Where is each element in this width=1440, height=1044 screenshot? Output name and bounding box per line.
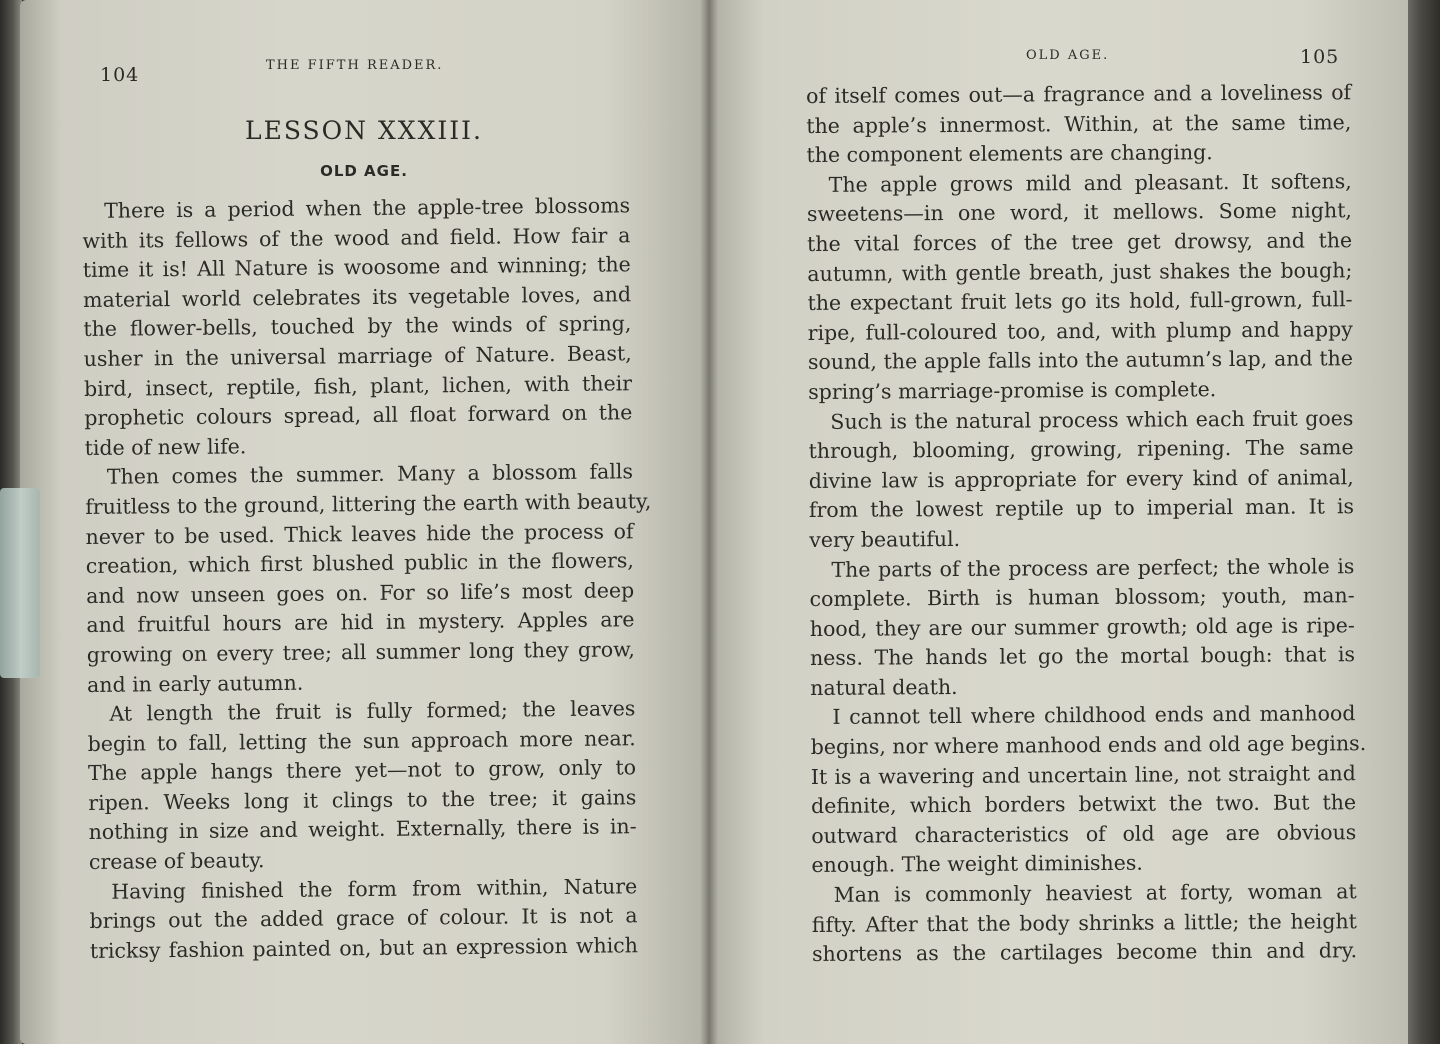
text-line: begins, nor where manhood ends and old age begins. <box>810 731 1367 760</box>
text-line: ripen. Weeks long it clings to the tree; it gains <box>88 785 637 815</box>
text-line: definite, which borders betwixt the two. But the <box>810 790 1357 819</box>
text-line: The apple hangs there yet—not to grow, only to <box>87 755 637 786</box>
lesson-title: LESSON XXXIII. <box>245 116 483 145</box>
text-line: brings out the added grace of colour. It is not a <box>89 903 638 934</box>
text-line: through, blooming, growing, ripening. The same <box>808 435 1354 464</box>
text-line: the component elements are changing. <box>806 140 1213 168</box>
text-line: usher in the universal marriage of Nature. Beast, <box>83 341 632 371</box>
text-line: prophetic colours spread, all float forward on the <box>84 400 633 431</box>
text-line: Having finished the form from within, Nature <box>111 873 638 904</box>
text-line: with its fellows of the wood and field. How fair a <box>82 222 631 253</box>
text-line: begin to fall, letting the sun approach more near. <box>87 725 636 756</box>
text-line: material world celebrates its vegetable loves, and <box>82 282 632 312</box>
text-line: enough. The weight diminishes. <box>811 851 1143 878</box>
text-line: Then comes the summer. Many a blossom falls <box>106 459 634 490</box>
text-line: bird, insect, reptile, fish, plant, lichen, with their <box>83 370 633 401</box>
text-line: and now unseen goes on. For so life’s most deep <box>86 577 635 608</box>
left-running-head: THE FIFTH READER. <box>266 58 444 73</box>
text-line: the apple’s innermost. Within, at the same time, <box>806 109 1352 138</box>
text-line: The apple grows mild and pleasant. It softens, <box>828 168 1352 197</box>
text-line: outward characteristics of old age are obvious <box>811 820 1357 848</box>
text-line: never to be used. Thick leaves hide the process of <box>85 518 634 549</box>
bookmark-tab <box>0 488 40 678</box>
text-line: natural death. <box>810 674 958 700</box>
text-line: Such is the natural process which each fruit goes <box>830 405 1354 434</box>
left-page <box>20 0 708 1044</box>
left-page-number: 104 <box>100 64 140 86</box>
text-line: and fruitful hours are hid in mystery. Apples are <box>86 607 635 638</box>
right-page-number: 105 <box>1300 46 1340 68</box>
text-line: tricksy fashion painted on, but an expression which <box>89 933 638 963</box>
text-line: ness. The hands let go the mortal bough: that is <box>809 642 1356 671</box>
text-line: very beautiful. <box>809 526 961 552</box>
right-page <box>708 0 1408 1044</box>
text-line: time it is! All Nature is woosome and winning; the <box>82 252 631 283</box>
text-line: crease of beauty. <box>88 848 265 875</box>
text-line: nothing in size and weight. Externally, there is in- <box>88 814 637 845</box>
book-right-edge <box>1408 0 1440 1044</box>
text-line: growing on every tree; all summer long they grow, <box>86 637 635 667</box>
text-line: At length the fruit is fully formed; the leaves <box>109 696 636 726</box>
left-body-text <box>82 191 652 966</box>
text-line: tide of new life. <box>84 434 247 460</box>
text-line: sound, the apple falls into the autumn’s lap, and the <box>807 346 1354 375</box>
right-running-head: OLD AGE. <box>1026 48 1110 63</box>
text-line: shortens as the cartilages become thin and dry. <box>812 938 1358 967</box>
right-body-text <box>806 78 1367 970</box>
text-line: the flower-bells, touched by the winds of spring, <box>83 311 632 342</box>
text-line: autumn, with gentle breath, just shakes the bough; <box>807 257 1353 286</box>
text-line: There is a period when the apple-tree blossoms <box>104 193 631 223</box>
text-line: complete. Birth is human blossom; youth, man- <box>809 583 1355 612</box>
text-line: fruitless to the ground, littering the earth with beauty, <box>85 488 652 519</box>
text-line: I cannot tell where childhood ends and manhood <box>832 701 1356 730</box>
book-gutter <box>700 0 718 1044</box>
text-line: spring’s marriage-promise is complete. <box>808 377 1217 404</box>
text-line: from the lowest reptile up to imperial man. It is <box>808 494 1355 523</box>
text-line: ripe, full-coloured too, and, with plump and happy <box>807 316 1353 345</box>
text-line: divine law is appropriate for every kind of animal, <box>808 464 1354 493</box>
text-line: It is a wavering and uncertain line, not straight and <box>810 760 1356 789</box>
text-line: fifty. After that the body shrinks a little; the height <box>811 908 1357 937</box>
text-line: the vital forces of the tree get drowsy, and the <box>807 228 1353 256</box>
text-line: the expectant fruit lets go its hold, full-grown, full- <box>807 287 1353 316</box>
text-line: sweetens—in one word, it mellows. Some night, <box>806 198 1352 227</box>
text-line: The parts of the process are perfect; the whole is <box>831 553 1355 582</box>
text-line: and in early autumn. <box>86 670 304 697</box>
text-line: creation, which first blushed public in the flowers, <box>85 548 634 579</box>
text-line: of itself comes out—a fragrance and a loveliness of <box>806 80 1352 108</box>
lesson-subtitle: OLD AGE. <box>320 162 408 180</box>
text-line: Man is commonly heaviest at forty, woman at <box>833 879 1357 907</box>
text-line: hood, they are our summer growth; old age is ripe- <box>809 612 1355 641</box>
